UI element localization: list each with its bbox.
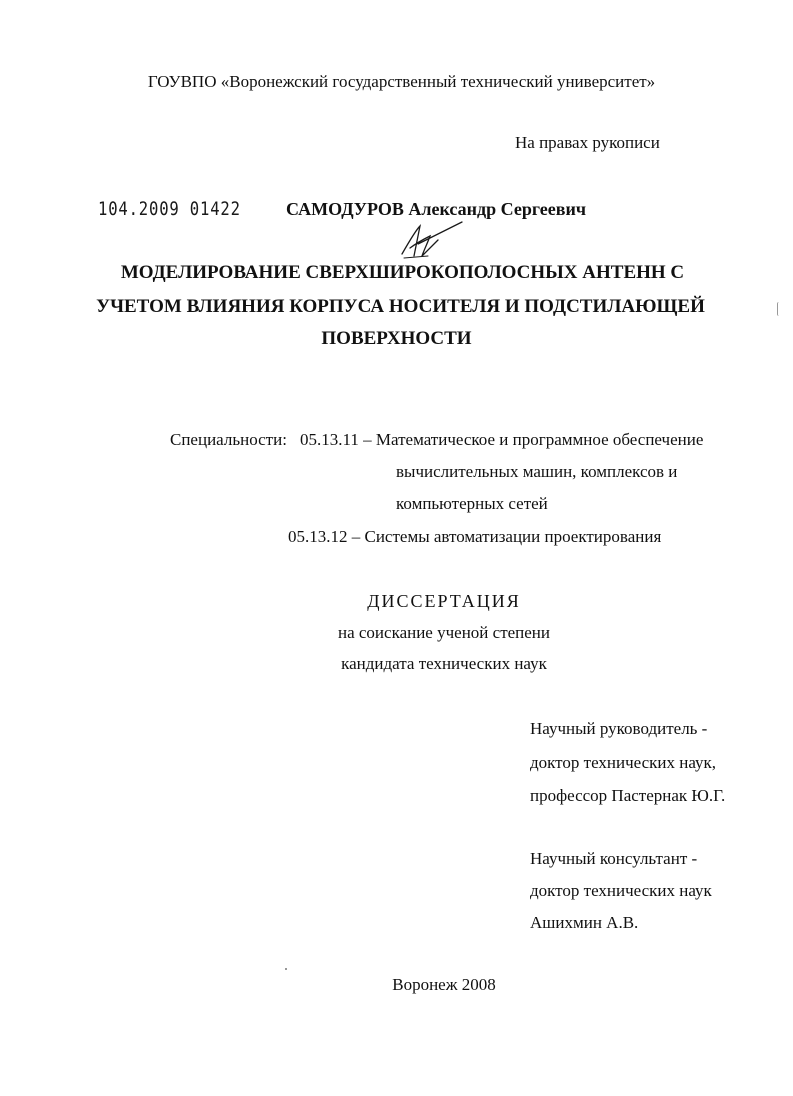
supervisor-degree: доктор технических наук, (530, 753, 717, 772)
dissertation-title-line-3: ПОВЕРХНОСТИ (321, 328, 472, 349)
degree-line-1: на соискание ученой степени (337, 623, 551, 642)
specialties-label: Специальности: (170, 430, 287, 449)
author-name: САМОДУРОВ Александр Сергеевич (286, 199, 586, 219)
dissertation-title-line-1: МОДЕЛИРОВАНИЕ СВЕРХШИРОКОПОЛОСНЫХ АНТЕНН С (120, 262, 685, 283)
degree-line-2: кандидата технических наук (341, 654, 547, 673)
scan-edge-mark (777, 302, 781, 316)
city-year: Воронеж 2008 (392, 975, 496, 994)
scan-speck (285, 968, 287, 970)
specialty-1-line-3: компьютерных сетей (396, 494, 548, 513)
consultant-name: Ашихмин А.В. (530, 913, 639, 932)
specialty-2-line-1: 05.13.12 – Системы автоматизации проектирования (288, 527, 662, 546)
dissertation-heading: ДИССЕРТАЦИЯ (367, 591, 521, 611)
specialty-1-line-1: 05.13.11 – Математическое и программное обеспечение (300, 430, 704, 449)
supervisor-name: профессор Пастернак Ю.Г. (530, 786, 726, 805)
supervisor-role: Научный руководитель - (530, 719, 708, 738)
university-header: ГОУВПО «Воронежский государственный технический университет» (147, 72, 656, 91)
handwritten-signature (398, 220, 464, 262)
consultant-role: Научный консультант - (530, 849, 698, 868)
registration-stamp: 104.2009 01422 (98, 198, 241, 220)
dissertation-title-line-2: УЧЕТОМ ВЛИЯНИЯ КОРПУСА НОСИТЕЛЯ И ПОДСТИЛАЮЩЕЙ (96, 296, 705, 317)
manuscript-rights-note: На правах рукописи (515, 133, 660, 152)
consultant-degree: доктор технических наук (530, 881, 712, 900)
specialty-1-line-2: вычислительных машин, комплексов и (396, 462, 678, 481)
